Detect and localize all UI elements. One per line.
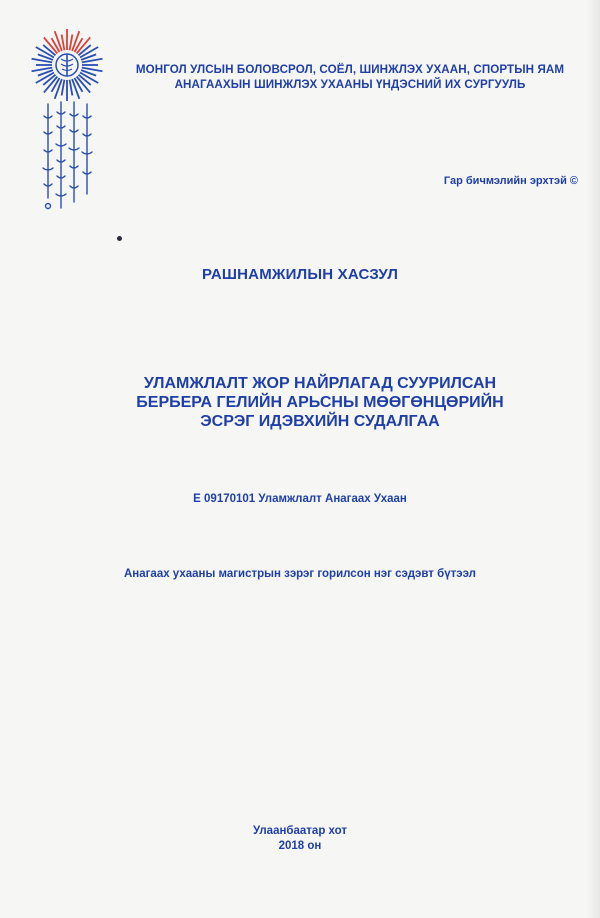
ministry-university-header	[110, 62, 590, 92]
program-code: E 09170101 Уламжлалт Анагаах Ухаан	[193, 493, 407, 505]
degree-statement: Анагаах ухааны магистрын зэрэг горилсон нэг сэдэвт бүтээл	[123, 568, 476, 580]
thesis-title-line: УЛАМЖЛАЛТ ЖОР НАЙРЛАГАД СУУРИЛСАН	[143, 375, 497, 392]
university-logo-icon	[30, 28, 104, 102]
ink-speck	[117, 236, 122, 241]
year: 2018 он	[278, 840, 322, 852]
university-name: АНАГААХЫН ШИНЖЛЭХ УХААНЫ ҮНДЭСНИЙ ИХ СУРГУУЛЬ	[174, 78, 526, 91]
thesis-title-line: БЕРБЕРА ГЕЛИЙН АРЬСНЫ МӨӨГӨНЦӨРИЙН	[136, 394, 504, 411]
city: Улаанбаатар хот	[252, 825, 348, 837]
page-edge-shadow	[586, 0, 600, 918]
thesis-title-line: ЭСРЭГ ИДЭВХИЙН СУДАЛГАА	[200, 413, 440, 430]
place-and-year	[0, 824, 600, 854]
ministry-name: МОНГОЛ УЛСЫН БОЛОВСРОЛ, СОЁЛ, ШИНЖЛЭХ УХААН, СПОРТЫН ЯАМ	[135, 63, 565, 76]
thesis-title	[60, 374, 580, 431]
copyright-notice: Гар бичмэлийн эрхтэй ©	[443, 175, 578, 187]
author-name: РАШНАМЖИЛЫН ХАСЗУЛ	[201, 266, 399, 283]
mongol-script-seal-icon	[34, 98, 104, 218]
